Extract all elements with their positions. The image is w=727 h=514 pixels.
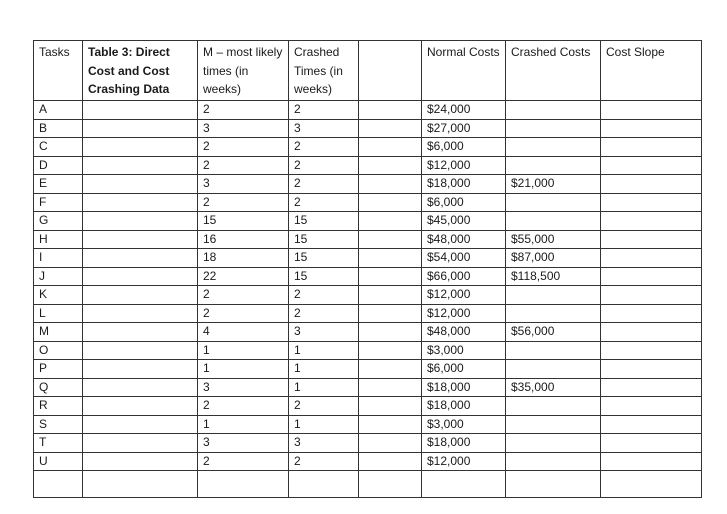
blank-cell (359, 323, 422, 342)
task-cell: L (34, 304, 83, 323)
task-cell: B (34, 119, 83, 138)
description-cell (83, 267, 198, 286)
crashed-time-cell: 2 (289, 138, 359, 157)
m-time-cell: 15 (198, 212, 289, 231)
crashed-time-cell: 3 (289, 323, 359, 342)
table-row (34, 212, 702, 231)
task-cell: J (34, 267, 83, 286)
task-cell: K (34, 286, 83, 305)
description-cell (83, 360, 198, 379)
normal-cost-cell: $24,000 (422, 101, 506, 120)
description-cell (83, 230, 198, 249)
header-row (34, 41, 702, 101)
description-cell (83, 249, 198, 268)
crashed-cost-cell (506, 138, 601, 157)
normal-cost-cell: $18,000 (422, 378, 506, 397)
empty-cell (198, 471, 289, 498)
task-cell: P (34, 360, 83, 379)
blank-cell (359, 138, 422, 157)
crashed-cost-cell: $87,000 (506, 249, 601, 268)
crashed-time-cell: 1 (289, 341, 359, 360)
cost-slope-cell (601, 323, 702, 342)
m-time-cell: 1 (198, 341, 289, 360)
m-time-cell: 2 (198, 304, 289, 323)
header-normal-costs: Normal Costs (422, 41, 506, 101)
cost-slope-cell (601, 175, 702, 194)
table-row (34, 360, 702, 379)
crashed-time-cell: 2 (289, 175, 359, 194)
description-cell (83, 101, 198, 120)
m-time-cell: 2 (198, 156, 289, 175)
crashed-cost-cell: $21,000 (506, 175, 601, 194)
crashed-cost-cell (506, 341, 601, 360)
blank-cell (359, 230, 422, 249)
cost-slope-cell (601, 230, 702, 249)
crashed-cost-cell: $56,000 (506, 323, 601, 342)
crashed-time-cell: 3 (289, 119, 359, 138)
header-tasks: Tasks (34, 41, 83, 101)
crashed-time-cell: 15 (289, 212, 359, 231)
crashed-cost-cell (506, 415, 601, 434)
crashed-time-cell: 2 (289, 193, 359, 212)
normal-cost-cell: $3,000 (422, 341, 506, 360)
cost-slope-cell (601, 193, 702, 212)
m-time-cell: 3 (198, 434, 289, 453)
blank-cell (359, 304, 422, 323)
table-row (34, 323, 702, 342)
description-cell (83, 378, 198, 397)
task-cell: A (34, 101, 83, 120)
blank-cell (359, 415, 422, 434)
crashed-time-cell: 2 (289, 101, 359, 120)
normal-cost-cell: $6,000 (422, 138, 506, 157)
cost-slope-cell (601, 249, 702, 268)
description-cell (83, 304, 198, 323)
m-time-cell: 2 (198, 397, 289, 416)
table-row (34, 230, 702, 249)
task-cell: U (34, 452, 83, 471)
description-cell (83, 193, 198, 212)
table-row (34, 378, 702, 397)
m-time-cell: 22 (198, 267, 289, 286)
cost-slope-cell (601, 397, 702, 416)
description-cell (83, 138, 198, 157)
table-row (34, 304, 702, 323)
description-cell (83, 341, 198, 360)
blank-cell (359, 341, 422, 360)
cost-slope-cell (601, 452, 702, 471)
m-time-cell: 3 (198, 119, 289, 138)
m-time-cell: 2 (198, 138, 289, 157)
empty-cell (422, 471, 506, 498)
header-crashed-times: Crashed Times (in weeks) (289, 41, 359, 101)
crashed-cost-cell: $55,000 (506, 230, 601, 249)
cost-slope-cell (601, 267, 702, 286)
crashed-cost-cell (506, 434, 601, 453)
crashed-time-cell: 2 (289, 304, 359, 323)
empty-cell (34, 471, 83, 498)
description-cell (83, 415, 198, 434)
table-title: Table 3: Direct Cost and Cost Crashing Data (83, 41, 198, 101)
task-cell: R (34, 397, 83, 416)
blank-cell (359, 360, 422, 379)
table-row (34, 434, 702, 453)
m-time-cell: 4 (198, 323, 289, 342)
task-cell: I (34, 249, 83, 268)
empty-cell (359, 471, 422, 498)
normal-cost-cell: $54,000 (422, 249, 506, 268)
crashed-cost-cell (506, 101, 601, 120)
description-cell (83, 323, 198, 342)
cost-slope-cell (601, 378, 702, 397)
blank-cell (359, 101, 422, 120)
normal-cost-cell: $12,000 (422, 286, 506, 305)
m-time-cell: 2 (198, 193, 289, 212)
blank-cell (359, 267, 422, 286)
table-row (34, 452, 702, 471)
crashed-cost-cell: $118,500 (506, 267, 601, 286)
blank-cell (359, 175, 422, 194)
normal-cost-cell: $3,000 (422, 415, 506, 434)
crashed-cost-cell (506, 452, 601, 471)
blank-cell (359, 286, 422, 305)
table-row (34, 119, 702, 138)
crashed-time-cell: 15 (289, 249, 359, 268)
table-row (34, 156, 702, 175)
table-body (34, 101, 702, 498)
cost-slope-cell (601, 434, 702, 453)
cost-slope-cell (601, 138, 702, 157)
cost-slope-cell (601, 304, 702, 323)
crashed-time-cell: 3 (289, 434, 359, 453)
normal-cost-cell: $6,000 (422, 193, 506, 212)
crashed-cost-cell (506, 360, 601, 379)
header-crashed-costs: Crashed Costs (506, 41, 601, 101)
normal-cost-cell: $48,000 (422, 323, 506, 342)
empty-cell (506, 471, 601, 498)
table-row (34, 341, 702, 360)
crashed-time-cell: 1 (289, 378, 359, 397)
table-row (34, 193, 702, 212)
table-row (34, 415, 702, 434)
table-row (34, 397, 702, 416)
crashed-time-cell: 1 (289, 415, 359, 434)
table-row (34, 286, 702, 305)
table-row (34, 249, 702, 268)
m-time-cell: 2 (198, 286, 289, 305)
table-row (34, 175, 702, 194)
normal-cost-cell: $48,000 (422, 230, 506, 249)
task-cell: Q (34, 378, 83, 397)
empty-cell (601, 471, 702, 498)
table-row (34, 101, 702, 120)
description-cell (83, 156, 198, 175)
description-cell (83, 286, 198, 305)
crashed-time-cell: 2 (289, 397, 359, 416)
crashed-time-cell: 1 (289, 360, 359, 379)
description-cell (83, 452, 198, 471)
normal-cost-cell: $6,000 (422, 360, 506, 379)
task-cell: E (34, 175, 83, 194)
cost-slope-cell (601, 286, 702, 305)
table-row (34, 267, 702, 286)
header-blank (359, 41, 422, 101)
empty-cell (289, 471, 359, 498)
normal-cost-cell: $45,000 (422, 212, 506, 231)
crash-cost-table (33, 40, 702, 498)
task-cell: C (34, 138, 83, 157)
normal-cost-cell: $12,000 (422, 156, 506, 175)
m-time-cell: 2 (198, 101, 289, 120)
normal-cost-cell: $27,000 (422, 119, 506, 138)
crashed-cost-cell (506, 119, 601, 138)
crashed-cost-cell (506, 212, 601, 231)
table-row (34, 138, 702, 157)
blank-cell (359, 249, 422, 268)
m-time-cell: 18 (198, 249, 289, 268)
crashed-time-cell: 2 (289, 286, 359, 305)
cost-slope-cell (601, 360, 702, 379)
blank-cell (359, 119, 422, 138)
blank-cell (359, 212, 422, 231)
task-cell: M (34, 323, 83, 342)
crashed-cost-cell: $35,000 (506, 378, 601, 397)
blank-cell (359, 434, 422, 453)
m-time-cell: 2 (198, 452, 289, 471)
cost-slope-cell (601, 415, 702, 434)
task-cell: O (34, 341, 83, 360)
m-time-cell: 3 (198, 378, 289, 397)
normal-cost-cell: $12,000 (422, 304, 506, 323)
task-cell: S (34, 415, 83, 434)
description-cell (83, 175, 198, 194)
m-time-cell: 3 (198, 175, 289, 194)
cost-slope-cell (601, 341, 702, 360)
header-cost-slope: Cost Slope (601, 41, 702, 101)
normal-cost-cell: $18,000 (422, 397, 506, 416)
cost-slope-cell (601, 119, 702, 138)
description-cell (83, 397, 198, 416)
m-time-cell: 1 (198, 360, 289, 379)
task-cell: G (34, 212, 83, 231)
normal-cost-cell: $18,000 (422, 434, 506, 453)
header-m-times: M – most likely times (in weeks) (198, 41, 289, 101)
task-cell: F (34, 193, 83, 212)
task-cell: D (34, 156, 83, 175)
normal-cost-cell: $66,000 (422, 267, 506, 286)
task-cell: H (34, 230, 83, 249)
crashed-cost-cell (506, 286, 601, 305)
blank-cell (359, 193, 422, 212)
cost-slope-cell (601, 212, 702, 231)
description-cell (83, 119, 198, 138)
cost-slope-cell (601, 101, 702, 120)
crashed-cost-cell (506, 193, 601, 212)
m-time-cell: 1 (198, 415, 289, 434)
crashed-time-cell: 2 (289, 452, 359, 471)
crashed-time-cell: 15 (289, 267, 359, 286)
table-row-empty (34, 471, 702, 498)
crashed-cost-cell (506, 397, 601, 416)
cost-slope-cell (601, 156, 702, 175)
blank-cell (359, 156, 422, 175)
crashed-time-cell: 15 (289, 230, 359, 249)
description-cell (83, 212, 198, 231)
blank-cell (359, 397, 422, 416)
blank-cell (359, 378, 422, 397)
description-cell (83, 434, 198, 453)
task-cell: T (34, 434, 83, 453)
empty-cell (83, 471, 198, 498)
blank-cell (359, 452, 422, 471)
normal-cost-cell: $18,000 (422, 175, 506, 194)
crashed-cost-cell (506, 156, 601, 175)
crashed-time-cell: 2 (289, 156, 359, 175)
crashed-cost-cell (506, 304, 601, 323)
m-time-cell: 16 (198, 230, 289, 249)
normal-cost-cell: $12,000 (422, 452, 506, 471)
